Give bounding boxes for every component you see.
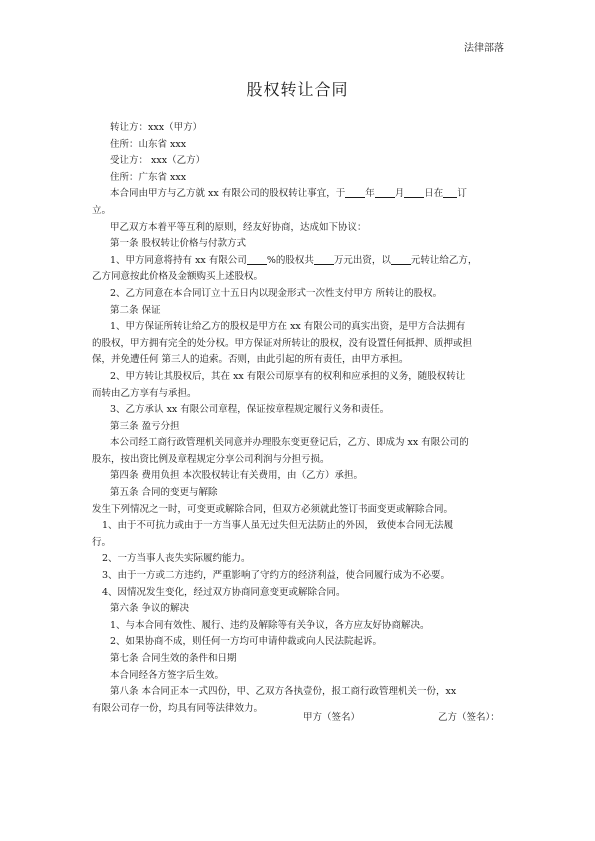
transferee-line: 受让方： xxx（乙方） [110, 155, 206, 167]
header-mark: 法律部落 [464, 43, 504, 54]
article-2-clause-2: 2、甲方转让其股权后，其在 xx 有限公司原享有的权利和应承担的义务，随股权转让 [110, 370, 466, 382]
article-3-heading: 第三条 盈亏分担 [110, 420, 180, 432]
article-2-clause-1-cont: 保，并免遭任何 第三人的追索。否则，由此引起的所有责任，由甲方承担。 [92, 354, 409, 366]
intro-year: 年 [365, 188, 375, 200]
price-blank [391, 254, 411, 265]
clause-text: %的股权共 [266, 254, 314, 266]
intro-line [92, 186, 508, 203]
intro-day: 日在 [424, 188, 444, 200]
party-b-signature-label: 乙方（签名）： [438, 712, 500, 723]
year-blank [345, 187, 365, 198]
capital-blank [314, 254, 334, 265]
article-6-clause-2: 2、如果协商不成，则任何一方均可申请仲裁或向人民法院起诉。 [110, 636, 383, 648]
article-8-cont: 有限公司存一份，均具有同等法律效力。 [92, 702, 264, 714]
intro-month: 月 [394, 188, 405, 200]
article-5-lead: 发生下列情况之一时，可变更或解除合同，但双方必须就此签订书面变更或解除合同。 [92, 503, 454, 515]
transferor-line: 转让方：xxx（甲方） [110, 122, 203, 133]
article-2-clause-1: 1、甲方保证所转让给乙方的股权是甲方在 xx 有限公司的真实出资，是甲方合法拥有 [110, 321, 466, 333]
intro-sign: 订 [457, 188, 467, 200]
percent-blank [247, 254, 267, 265]
article-1-clause-2: 2、乙方同意在本合同订立十五日内以现金形式一次性支付甲方 所转让的股权。 [110, 287, 443, 299]
article-6-clause-1: 1、与本合同有效性、履行、违约及解除等有关争议，各方应友好协商解决。 [110, 619, 430, 631]
article-2-heading: 第二条 保证 [110, 304, 161, 316]
article-7-body: 本合同经各方签字后生效。 [110, 669, 225, 681]
intro-line-2: 立。 [92, 204, 112, 216]
article-5-clause-4: 4、因情况发生变化，经过双方协商同意变更或解除合同。 [102, 586, 346, 598]
preamble: 甲乙双方本着平等互利的原则，经友好协商，达成如下协议： [110, 221, 367, 233]
article-2-clause-3: 3、乙方承认 xx 有限公司章程，保证按章程规定履行义务和责任。 [110, 404, 390, 416]
article-5-clause-3: 3、由于一方或二方违约，严重影响了守约方的经济利益，使合同履行成为不必要。 [102, 570, 451, 582]
transferor-address: 住所：山东省 xxx [110, 138, 187, 150]
article-3-body: 本公司经工商行政管理机关同意并办理股东变更登记后，乙方、即成为 xx 有限公司的 [110, 437, 469, 449]
article-1-clause-1 [92, 253, 508, 270]
intro-text: 本合同由甲方与乙方就 xx 有限公司的股权转让事宜，于 [110, 188, 346, 200]
clause-text: 万元出资，以 [333, 254, 391, 266]
article-1-clause-1-cont: 乙方同意按此价格及金额购买上述股权。 [92, 271, 264, 283]
article-5-clause-2: 2、一方当事人丧失实际履约能力。 [102, 553, 251, 565]
party-a-signature-label: 甲方（签名） [303, 712, 361, 723]
document-title: 股权转让合同 [246, 80, 349, 99]
month-blank [375, 187, 395, 198]
day-blank [404, 187, 424, 198]
article-6-heading: 第六条 争议的解决 [110, 603, 190, 615]
article-5-clause-1: 1、由于不可抗力或由于一方当事人虽无过失但无法防止的外因， 致使本合同无法履 [102, 520, 454, 532]
article-5-clause-1-cont: 行。 [92, 536, 112, 548]
place-blank [443, 187, 457, 198]
article-3-body-cont: 股东，按出资比例及章程规定分享公司利润与分担亏损。 [92, 453, 330, 465]
article-7-heading: 第七条 合同生效的条件和日期 [110, 653, 237, 664]
clause-text: 1、甲方同意将持有 xx 有限公司 [110, 254, 247, 266]
article-5-heading: 第五条 合同的变更与解除 [110, 487, 218, 499]
article-1-heading: 第一条 股权转让价格与付款方式 [110, 238, 247, 250]
transferee-address: 住所：广东省 xxx [110, 171, 187, 183]
article-2-clause-1-cont: 的股权，甲方拥有完全的处分权。甲方保证对所转让的股权，没有设置任何抵押、质押或担 [92, 337, 473, 349]
article-8: 第八条 本合同正本一式四份，甲、乙双方各执壹份，报工商行政管理机关一份，xx [110, 686, 457, 698]
article-4: 第四条 费用负担 本次股权转让有关费用，由（乙方）承担。 [110, 470, 364, 482]
clause-text: 元转让给乙方， [410, 254, 478, 266]
contract-body [92, 120, 508, 717]
article-2-clause-2-cont: 而转由乙方享有与承担。 [92, 387, 197, 399]
